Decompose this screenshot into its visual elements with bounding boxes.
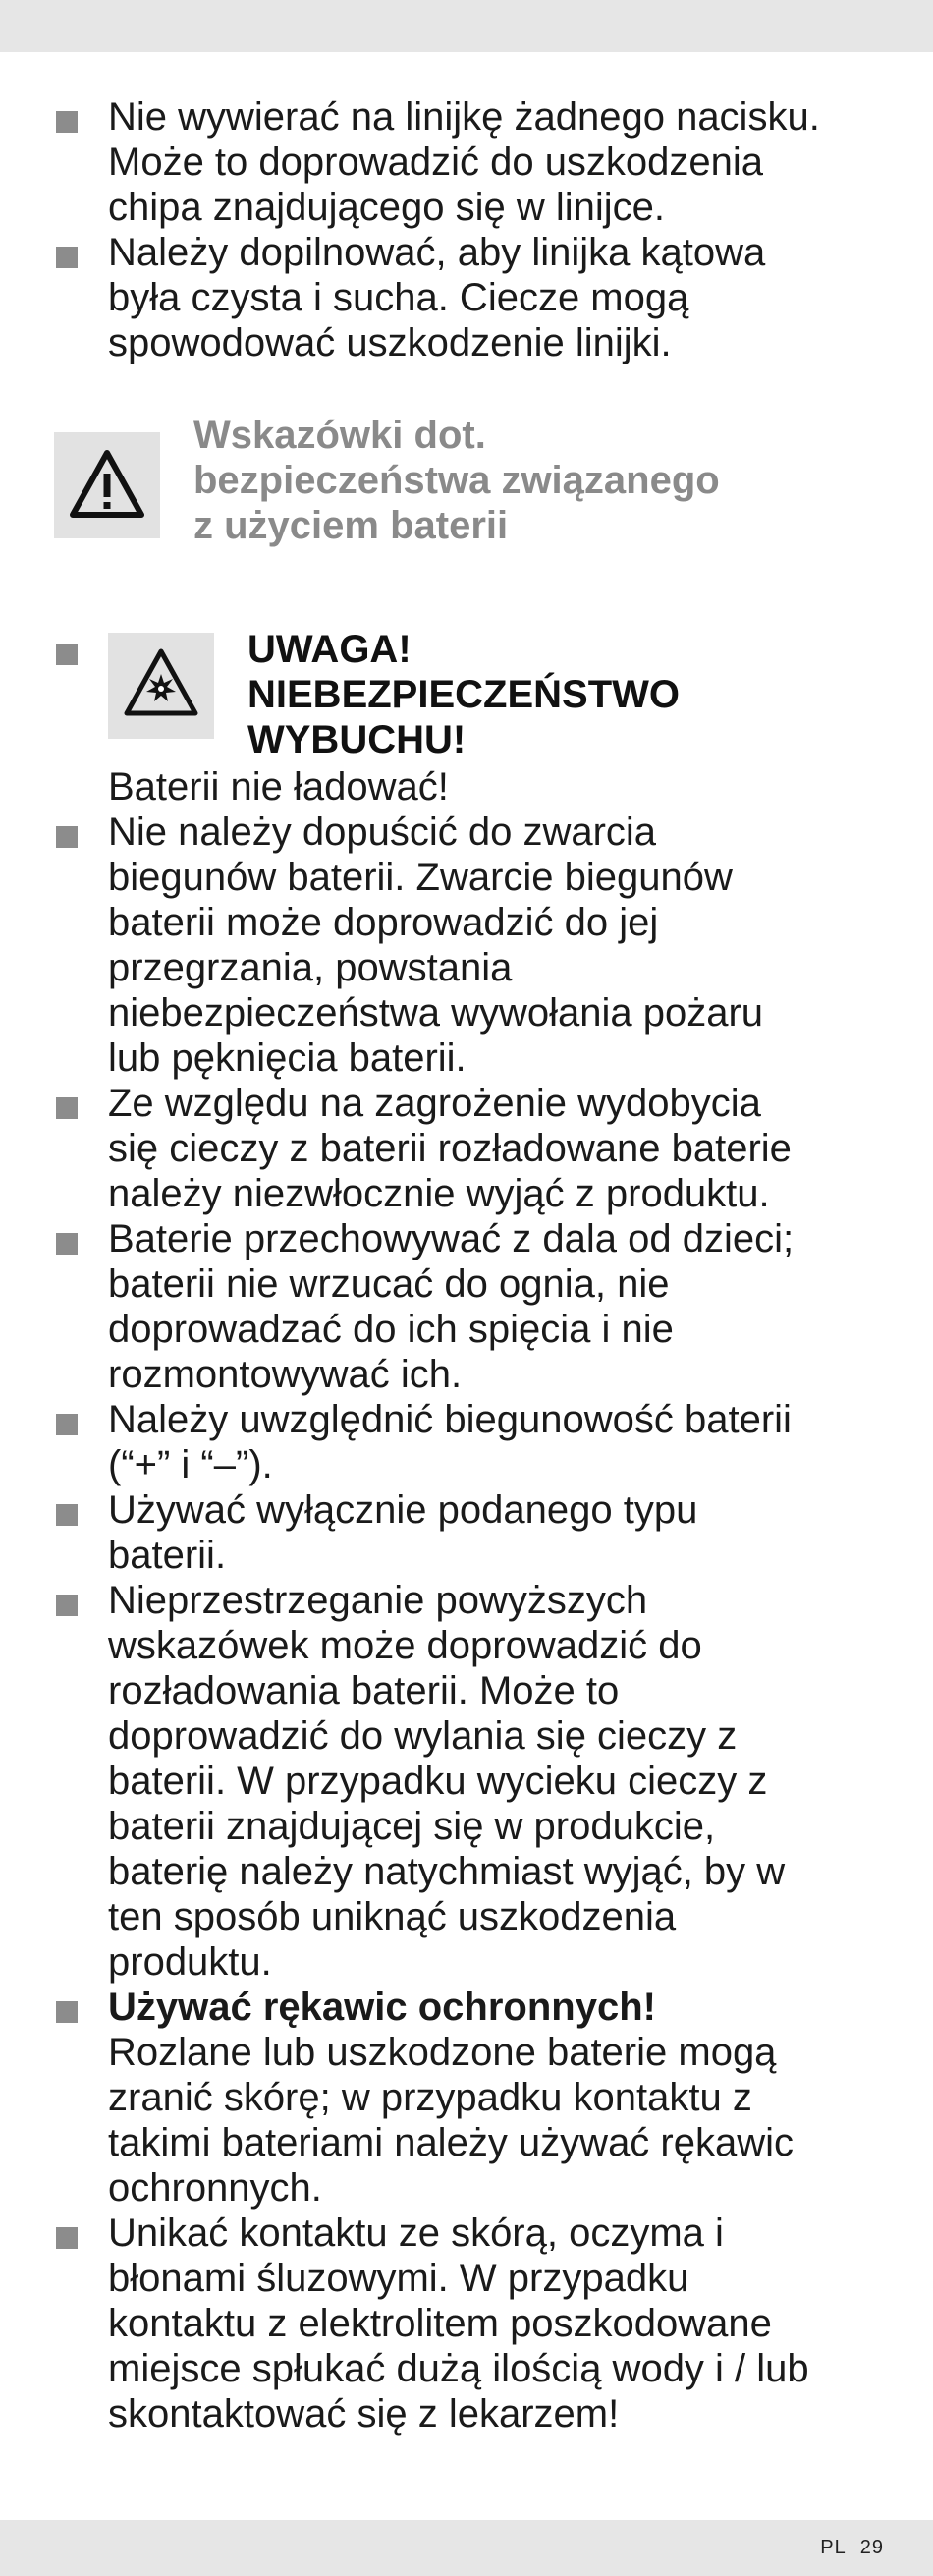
explosion-warning-item xyxy=(54,627,889,810)
list-item: Ze względu na zagrożenie wydobycia się cieczy z baterii rozładowane baterie należy niezwłocznie wyjąć z produktu. xyxy=(54,1081,889,1216)
list-item: Unikać kontaktu ze skórą, oczyma i błonami śluzowymi. W przypadku kontaktu z elektrolitem poszkodowane miejsce spłukać dużą ilością wody i / lub skontaktować się z lekarzem! xyxy=(54,2211,889,2436)
list-item: Nie należy dopuścić do zwarcia biegunów baterii. Zwarcie biegunów baterii może doprowadzić do jej przegrzania, powstania niebezpieczeństwa wywołania pożaru lub pęknięcia baterii. xyxy=(54,810,889,1081)
explosion-warning-title: UWAGA! NIEBEZPIECZEŃSTWO WYBUCHU! xyxy=(247,628,681,761)
warning-triangle-icon xyxy=(54,432,160,538)
explosion-warning-text: Baterii nie ładować! xyxy=(108,765,449,809)
page-number-value: 29 xyxy=(859,2537,884,2558)
explosion-warning-row xyxy=(108,627,889,764)
top-list xyxy=(54,94,889,365)
list-item: Nie wywierać na linijkę żadnego nacisku. Może to doprowadzić do uszkodzenia chipa znajdującego się w linijce. xyxy=(54,94,889,230)
section-heading: Wskazówki dot. bezpieczeństwa związanego z użyciem baterii xyxy=(193,414,720,547)
language-code: PL xyxy=(820,2537,847,2558)
page-number xyxy=(806,2537,884,2559)
top-band xyxy=(0,0,933,52)
list-item: Baterie przechowywać z dala od dzieci; baterii nie wrzucać do ognia, nie doprowadzać do ich spięcia i nie rozmontowywać ich. xyxy=(54,1216,889,1397)
battery-list xyxy=(54,627,889,2436)
list-item: Należy dopilnować, aby linijka kątowa była czysta i sucha. Ciecze mogą spowodować uszkodzenie linijki. xyxy=(54,230,889,365)
list-item: Nieprzestrzeganie powyższych wskazówek może doprowadzić do rozładowania baterii. Może to doprowadzić do wylania się cieczy z baterii. W przypadku wycieku cieczy z baterii znajdującej się w produkcie, baterię należy natychmiast wyjąć, by w ten sposób uniknąć uszkodzenia produktu. xyxy=(54,1578,889,1985)
battery-safety-section-header xyxy=(54,413,889,580)
gloves-item: Używać rękawic ochronnych! Rozlane lub uszkodzone baterie mogą zranić skórę; w przypadku kontaktu z takimi bateriami należy używać rękawic ochronnych. xyxy=(54,1985,889,2211)
manual-content xyxy=(54,94,889,2436)
footer-band xyxy=(0,2520,933,2576)
list-item: Należy uwzględnić biegunowość baterii (“+” i “–”). xyxy=(54,1397,889,1487)
explosion-warning-icon xyxy=(108,633,214,739)
gloves-title: Używać rękawic ochronnych! xyxy=(108,1986,656,2029)
list-item: Używać wyłącznie podanego typu baterii. xyxy=(54,1487,889,1578)
